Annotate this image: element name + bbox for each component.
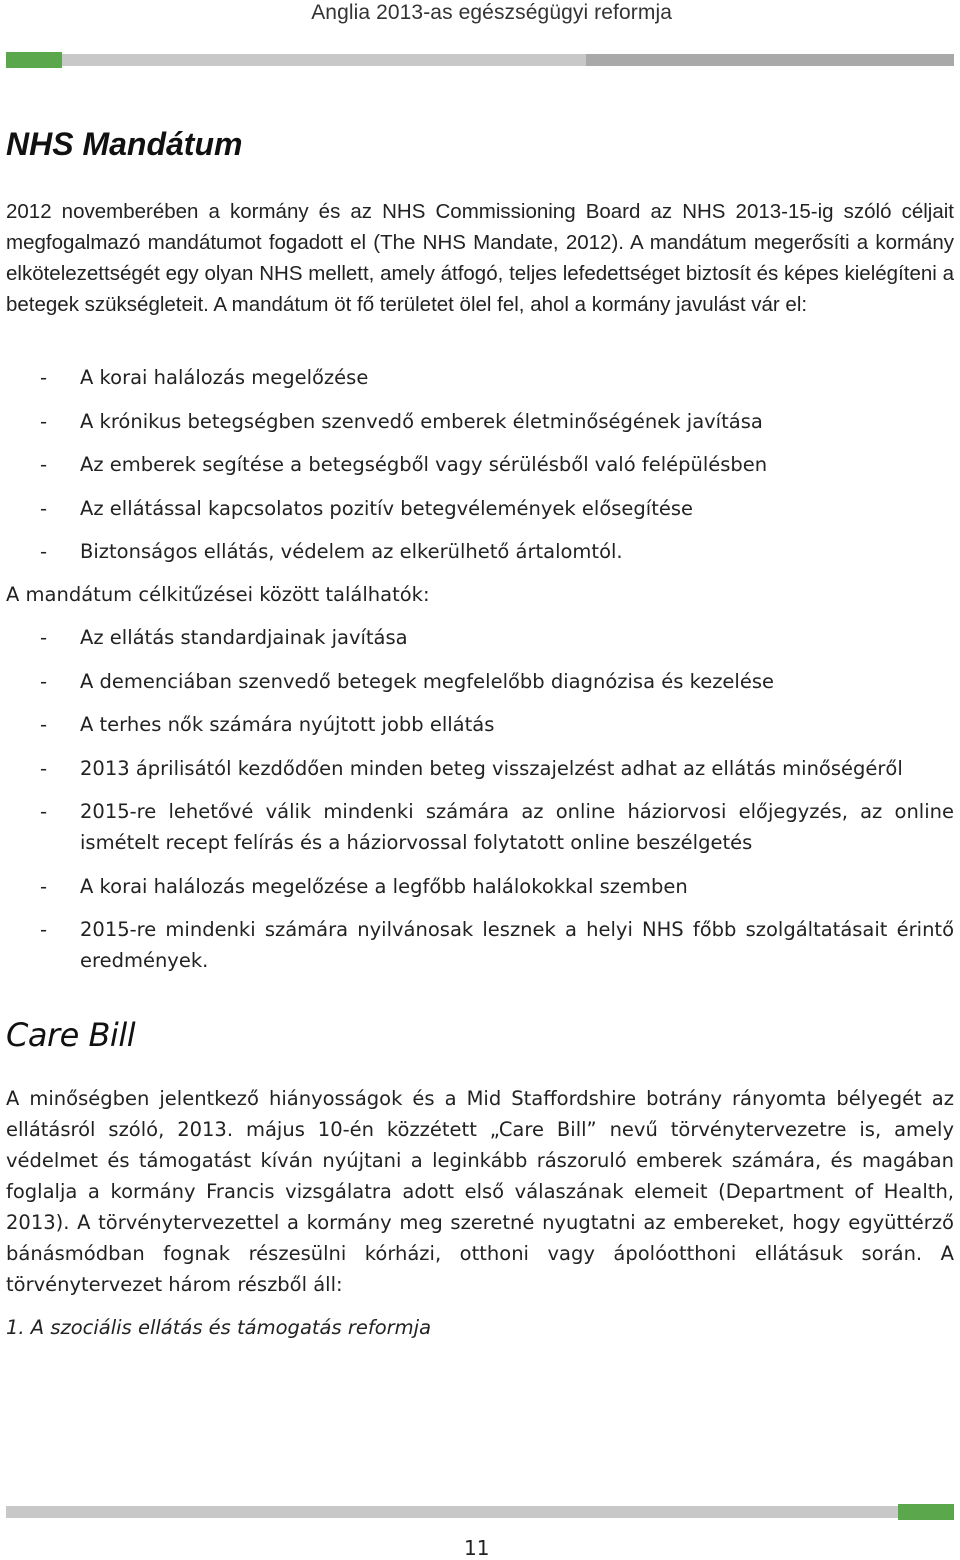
page-number: 11 (464, 1536, 490, 1560)
footer-divider-bar (6, 1504, 954, 1520)
list-item: - A korai halálozás megelőzése (40, 366, 369, 389)
list-item: - A krónikus betegségben szenvedő emberek életminőségének javítása (40, 409, 763, 433)
list-item: - 2013 áprilisától kezdődően minden beteg visszajelzést adhat az ellátás minőségéről (40, 756, 903, 780)
list-item: - A terhes nők számára nyújtott jobb ellátás (40, 713, 495, 736)
header-divider-bar (6, 52, 954, 68)
list-item: - 2015-re lehetővé válik mindenki számára az online háziorvosi előjegyzés, az online ismételt recept felírás és a háziorvossal folytatott online beszélgetés (40, 800, 954, 854)
header-bar-shade (586, 54, 954, 66)
list-item: - Az ellátás standardjainak javítása (40, 626, 408, 649)
care-bill-paragraph: A minőségben jelentkező hiányosságok és a Mid Staffordshire botrány rányomta bélyegét az ellátásról szóló, 2013. május 10-én közzétett „Care Bill” nevű törvénytervezetre is, amely védelmet és támogatást kíván nyújtani a leginkább rászoruló emberek számára, és magában foglalja a kormány Francis vizsgálatra adott első válaszának elemeit (Department of Health, 2013). A törvénytervezettel a kormány meg szeretné nyugtatni az embereket, hogy együttérző bánásmódban fognak részesülni kórházi, otthoni vagy ápolóotthoni ellátásuk során. A törvénytervezet három részből áll: (6, 1087, 954, 1296)
running-title: Anglia 2013-as egészségügyi reformja (311, 1, 672, 24)
objectives-lead: A mandátum célkitűzései között találhatók: (6, 583, 430, 606)
footer-bar-accent (898, 1504, 954, 1520)
list-item: - Biztonságos ellátás, védelem az elkerülhető ártalomtól. (40, 540, 623, 563)
nhs-mandate-paragraph: 2012 novemberében a kormány és az NHS Commissioning Board az NHS 2013-15-ig szóló céljait megfogalmazó mandátumot fogadott el (The NHS Mandate, 2012). A mandátum megerősíti a kormány elkötelezettségét egy olyan NHS mellett, amely átfogó, teljes lefedettséget biztosít és képes kielégíteni a betegek szükségleteit. A mandátum öt fő területet ölel fel, ahol a kormány javulást vár el: (6, 200, 954, 316)
list-item: - Az ellátással kapcsolatos pozitív betegvélemények elősegítése (40, 496, 694, 520)
mandate-objectives-list (6, 622, 954, 989)
list-item: - A demenciában szenvedő betegek megfelelőbb diagnózisa és kezelése (40, 669, 774, 693)
section-title-nhs-mandate: NHS Mandátum (6, 126, 243, 162)
mandate-areas-list (6, 362, 954, 580)
section-title-care-bill: Care Bill (6, 1016, 136, 1054)
footer-bar-line (6, 1506, 898, 1518)
subheading-social-care-reform: 1. A szociális ellátás és támogatás reformja (6, 1316, 432, 1339)
list-item: - A korai halálozás megelőzése a legfőbb halálokokkal szemben (40, 874, 688, 898)
header-bar-accent (6, 52, 62, 68)
list-item: - 2015-re mindenki számára nyilvánosak lesznek a helyi NHS főbb szolgáltatásait érintő eredmények. (40, 918, 954, 972)
list-item: - Az emberek segítése a betegségből vagy sérülésből való felépülésben (40, 453, 768, 476)
